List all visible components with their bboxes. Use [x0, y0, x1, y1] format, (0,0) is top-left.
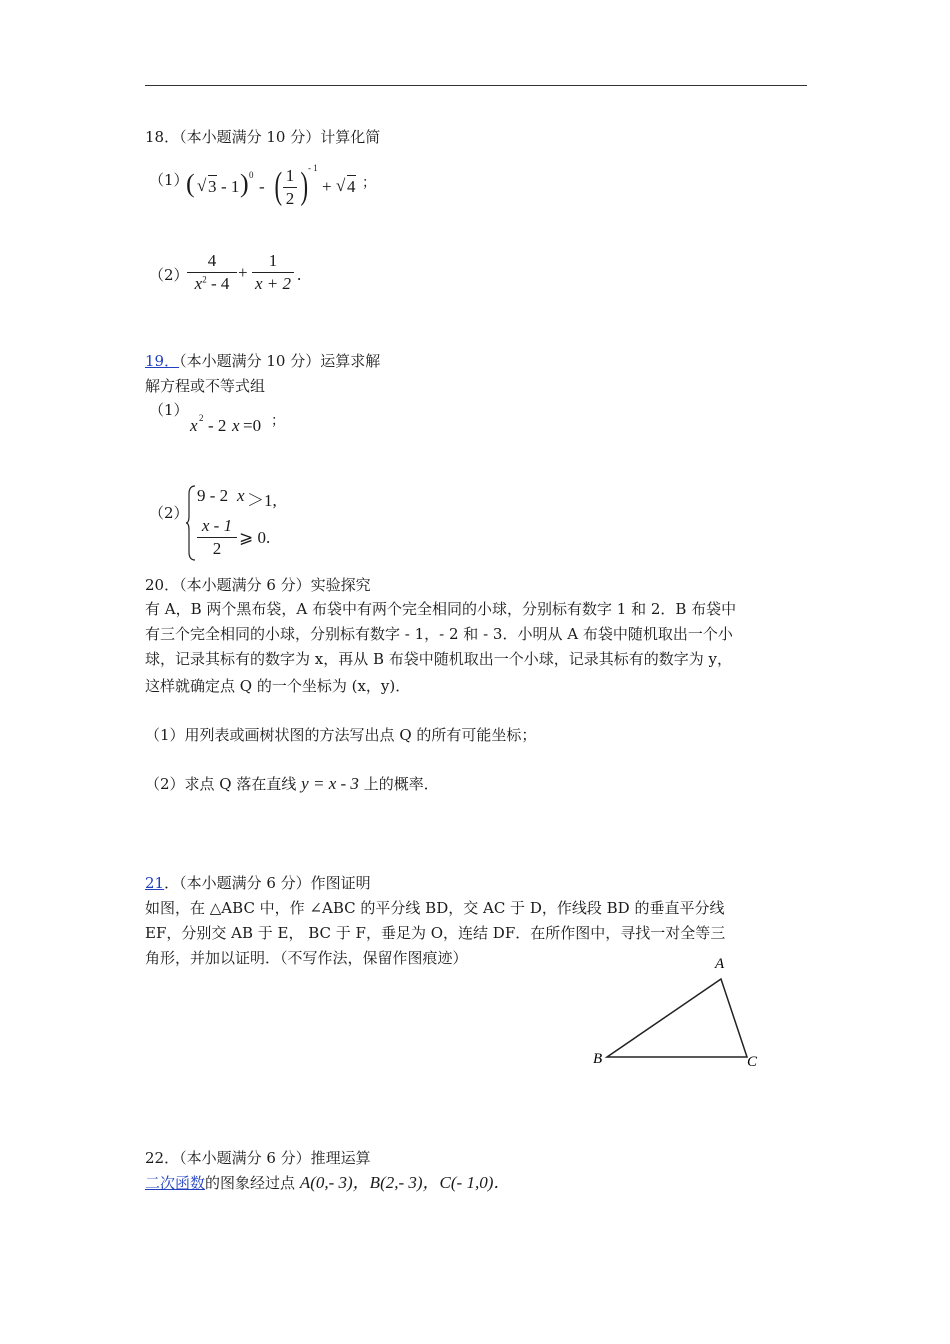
- q21-line3: 角形，并加以证明．（不写作法，保留作图痕迹）: [145, 949, 468, 967]
- q19-intro: 解方程或不等式组: [145, 377, 266, 395]
- q21-line1: 如图，在 △ABC 中，作 ∠ABC 的平分线 BD，交 AC 于 D，作线段 BD 的垂直平分线: [145, 899, 725, 917]
- q21-line2: EF，分别交 AB 于 E， BC 于 F，垂足为 O，连结 DF．在所作图中，寻找一对全等三: [145, 924, 726, 942]
- q22-title: 22．（本小题满分 6 分）推理运算: [145, 1149, 371, 1167]
- q20-part2: （2）求点 Q 落在直线 y = x - 3 上的概率．: [145, 774, 439, 793]
- q21-number-link[interactable]: 21: [145, 874, 165, 892]
- q20-line3: 球，记录其标有的数字为 x，再从 B 布袋中随机取出一个小球，记录其标有的数字为 y，: [145, 650, 733, 668]
- quadratic-function-link[interactable]: 二次函数: [145, 1174, 206, 1192]
- q20-line4: 这样就确定点 Q 的一个坐标为 (x，y)．: [145, 677, 411, 695]
- q18-part1-label: （1）: [149, 171, 189, 189]
- q18-title: 18．（本小题满分 10 分）计算化简: [145, 128, 381, 146]
- q19-title: 19．（本小题满分 10 分）运算求解: [145, 352, 381, 370]
- q19-number-link[interactable]: 19．: [145, 352, 180, 370]
- header-rule: [145, 85, 807, 86]
- vertex-label-a: A: [715, 956, 725, 972]
- triangle-abc: [607, 979, 747, 1057]
- q20-line1: 有 A，B 两个黑布袋，A 布袋中有两个完全相同的小球，分别标有数字 1 和 2．B 布袋中: [145, 600, 737, 618]
- q19-part2-label: （2）: [149, 504, 189, 522]
- q22-line1: 二次函数的图象经过点 A(0,- 3)，B(2,- 3)，C(- 1,0)．: [145, 1173, 511, 1192]
- triangle-figure: [590, 950, 770, 1075]
- q21-title: 21．（本小题满分 6 分）作图证明: [145, 874, 371, 892]
- vertex-label-c: C: [747, 1054, 758, 1070]
- q20-line2: 有三个完全相同的小球，分别标有数字 - 1，- 2 和 - 3．小明从 A 布袋中随机取出一个小: [145, 625, 733, 643]
- q20-part1: （1）用列表或画树状图的方法写出点 Q 的所有可能坐标；: [145, 726, 537, 744]
- q19-part1-label: （1）: [149, 401, 189, 419]
- q20-title: 20．（本小题满分 6 分）实验探究: [145, 576, 371, 594]
- vertex-label-b: B: [593, 1051, 603, 1067]
- q18-part2-label: （2）: [149, 266, 189, 284]
